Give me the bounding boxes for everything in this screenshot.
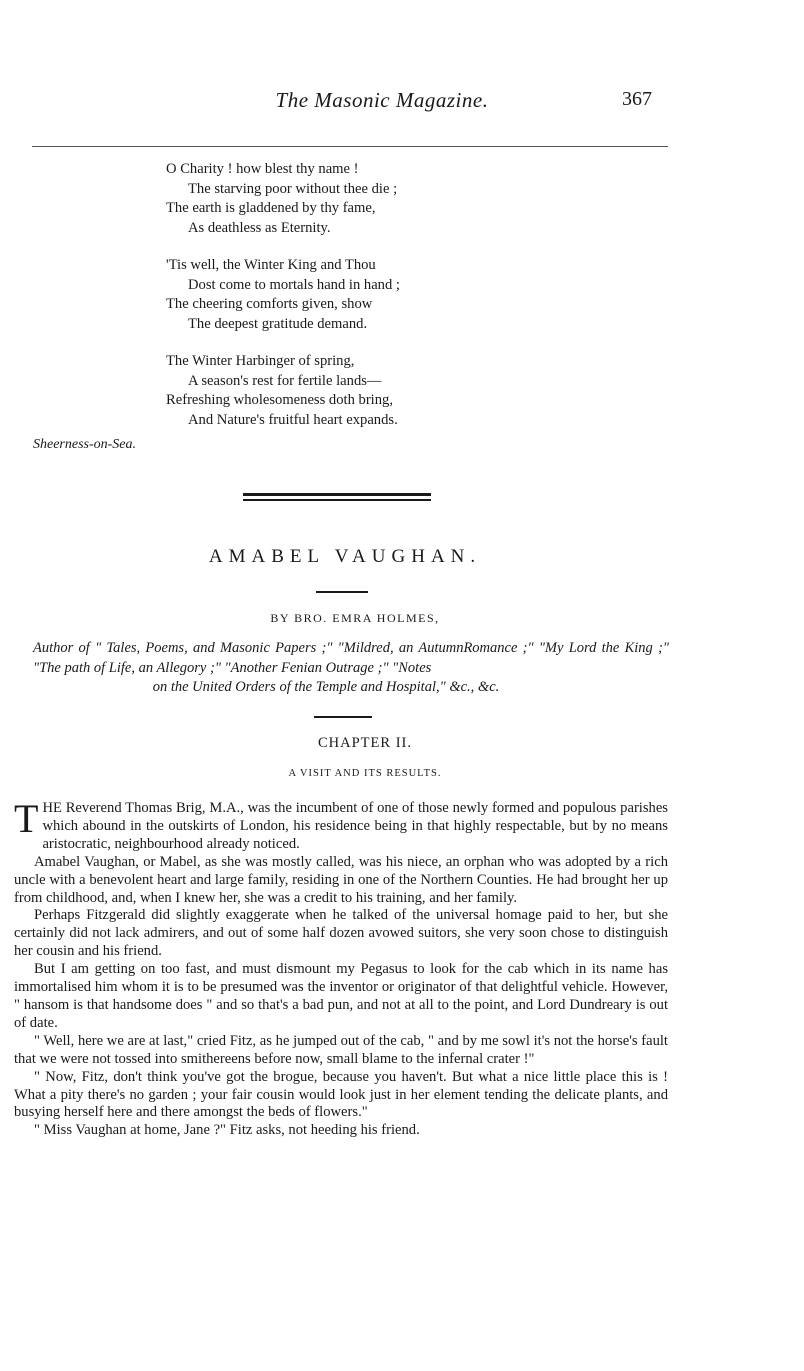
poem-line: The earth is gladdened by thy fame, [166, 200, 376, 216]
paragraph: Perhaps Fitzgerald did slightly exaggerate when he talked of the universal homage paid to her, but she certainly did not lack admirers, and out of some half dozen avowed suitors, she very soon chose to distinguish her cousin and his friend. [14, 907, 668, 960]
running-title: The Masonic Magazine. [275, 88, 489, 112]
poem-line: A season's rest for fertile lands— [188, 372, 382, 389]
author-note-last-line: on the United Orders of the Temple and Hospital," &c., &c. [152, 679, 500, 695]
paragraph: " Now, Fitz, don't think you've got the brogue, because you haven't. But what a nice little place this is ! What a pity there's no garden ; your fair cousin would look just in her element tending the delicate plants, and busying herself here and there amongst the beds of flowers." [14, 1068, 668, 1121]
poem-line: O Charity ! how blest thy name ! [166, 161, 359, 177]
author-note [33, 639, 669, 698]
paragraph-text: HE Reverend Thomas Brig, M.A., was the incumbent of one of those newly formed and populous parishes which abound in the outskirts of London, his residence being in that highly respectable, but by no means aristocratic, neighbourhood already noticed. [42, 800, 668, 852]
poem-line: Dost come to mortals hand in hand ; [188, 276, 400, 293]
poem-line: 'Tis well, the Winter King and Thou [166, 257, 376, 273]
poem-line: The Winter Harbinger of spring, [166, 353, 355, 369]
poem-line: And Nature's fruitful heart expands. [188, 411, 398, 428]
section-divider [243, 493, 431, 503]
chapter-rule [314, 716, 372, 718]
paragraph [14, 796, 668, 854]
poem-line: Refreshing wholesomeness doth bring, [166, 392, 393, 408]
divider-line [243, 499, 431, 501]
chapter-subtitle: A VISIT AND ITS RESULTS. [288, 768, 442, 779]
paragraph: " Miss Vaughan at home, Jane ?" Fitz asks, not heeding his friend. [34, 1122, 420, 1139]
poem-line: The deepest gratitude demand. [188, 315, 368, 332]
page-number: 367 [622, 88, 652, 110]
poem-stanza [166, 160, 506, 238]
poem-stanza [166, 256, 506, 334]
poem-place: Sheerness-on-Sea. [33, 437, 137, 452]
title-rule [316, 591, 368, 593]
author-note-text: Author of " Tales, Poems, and Masonic Papers ;" "Mildred, an AutumnRomance ;" "My Lord the King ;" "The path of Life, an Allegory ;" "Another Fenian Outrage ;" "Notes [33, 640, 669, 676]
poem-stanza [166, 352, 506, 430]
byline: BY BRO. EMRA HOLMES, [270, 611, 440, 625]
story-body [14, 796, 668, 1140]
paragraph: But I am getting on too fast, and must dismount my Pegasus to look for the cab which in its name has immortalised him whom it is to be presumed was the inventor or originator of that delightful vehicle. However, " hansom is that handsome does " and so that's a bad pun, and not at all to the point, and Lord Dundreary is out of date. [14, 961, 668, 1031]
poem-line: The starving poor without thee die ; [188, 180, 398, 197]
poem [166, 160, 506, 448]
poem-line: The cheering comforts given, show [166, 296, 373, 312]
divider-line [243, 493, 431, 496]
header-rule [32, 146, 668, 147]
paragraph: " Well, here we are at last," cried Fitz, as he jumped out of the cab, " and by me sowl it's not the horse's fault that we were not tossed into smithereens before now, small blame to the infernal crater !" [14, 1032, 668, 1067]
drop-cap: T [14, 796, 39, 841]
chapter-heading: CHAPTER II. [318, 735, 412, 751]
paragraph: Amabel Vaughan, or Mabel, as she was mostly called, was his niece, an orphan who was adopted by a rich uncle with a benevolent heart and large family, residing in one of the Northern Counties. He had brought her up from childhood, and, when I knew her, she was a credit to his training, and her family. [14, 853, 668, 906]
poem-line: As deathless as Eternity. [188, 219, 331, 236]
running-head [0, 88, 804, 118]
story-title: AMABEL VAUGHAN. [208, 546, 482, 567]
